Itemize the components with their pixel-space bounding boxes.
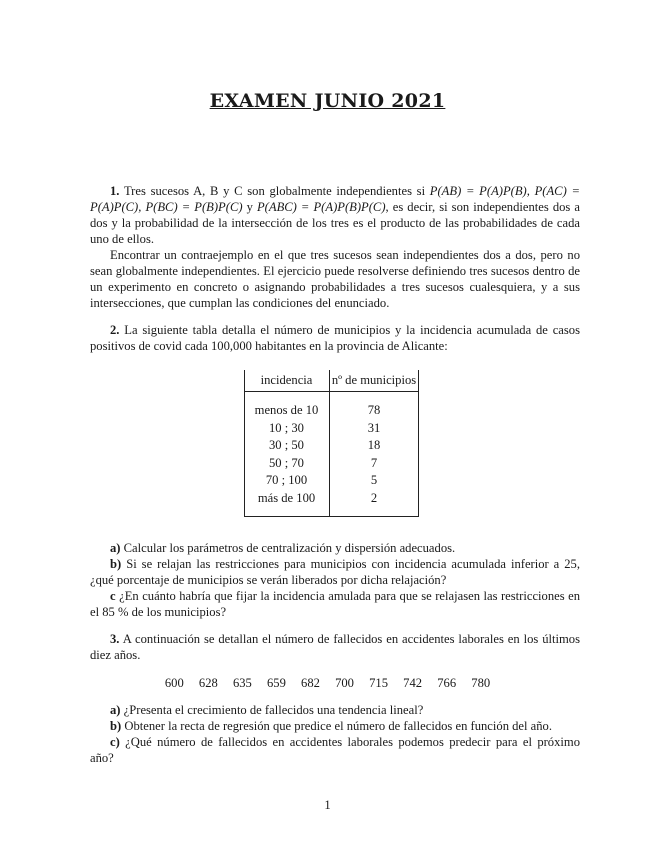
q2-item-c: [90, 588, 580, 620]
series-value: 682: [301, 676, 320, 690]
table-row: [244, 491, 419, 509]
q1-formula-2: P(ABC) = P(A)P(B)P(C): [256, 200, 386, 214]
table-cell-municipios: 18: [367, 438, 381, 452]
table-cell-incidencia: más de 100: [257, 490, 316, 505]
q2-item-a: [90, 540, 580, 556]
q3-item-a-letter: a): [110, 703, 121, 717]
q3-item-b-letter: b): [110, 719, 122, 733]
table-header-municipios: nº de municipios: [331, 373, 417, 387]
series-value: 700: [335, 676, 354, 690]
table-cell-incidencia: 30 ; 50: [269, 438, 304, 452]
table-cell-municipios: 78: [367, 403, 381, 417]
q2-item-c-letter: c: [110, 589, 116, 603]
series-value: 780: [471, 676, 491, 690]
series-value: 715: [369, 676, 389, 690]
q3-item-b-text: Obtener la recta de regresión que predice el número de fallecidos en función del año.: [124, 719, 553, 733]
q3-intro-text: A continuación se detallan el número de fallecidos en accidentes laborales en los últimos diez años.: [90, 632, 580, 662]
q2-item-a-text: Calcular los parámetros de centralización y dispersión adecuados.: [123, 541, 456, 555]
incidence-table: [244, 370, 419, 517]
q2-item-b-letter: b): [110, 557, 122, 571]
q1-text-b: y: [242, 200, 257, 214]
table-row: [244, 421, 419, 439]
series-value: 659: [266, 676, 286, 690]
table-cell-incidencia: 50 ; 70: [269, 455, 304, 470]
q2-item-b-text: Si se relajan las restricciones para municipios con incidencia acumulada inferior a 25, ¿qué porcentaje de municipios se verán liberados por dicha relajación?: [90, 557, 580, 587]
table-cell-municipios: 5: [370, 473, 378, 487]
question-1: [90, 183, 580, 311]
question-3-intro: [90, 631, 580, 663]
q1-text-a: Tres sucesos A, B y C son globalmente independientes si: [123, 184, 430, 198]
question-2-items: [90, 540, 580, 620]
table-header-incidencia: incidencia: [260, 373, 313, 387]
q3-item-c-text: ¿Qué número de fallecidos en accidentes laborales podemos predecir para el próximo año?: [90, 735, 580, 765]
table-row: [244, 456, 419, 474]
q2-paragraph: [90, 322, 580, 354]
series-value: 766: [437, 676, 457, 690]
table-cell-municipios: 2: [370, 490, 378, 505]
table-cell-municipios: 7: [370, 455, 378, 470]
question-3-items: [90, 702, 580, 766]
series-value: 600: [164, 676, 184, 690]
q2-item-a-letter: a): [110, 541, 121, 555]
table-row: [244, 438, 419, 456]
q3-item-c: [90, 734, 580, 766]
question-2-intro: [90, 322, 580, 354]
table-cell-incidencia: 10 ; 30: [269, 420, 304, 435]
table-bottom-rule: [244, 516, 419, 517]
series-value: 742: [403, 676, 423, 690]
q2-number: 2.: [110, 323, 120, 337]
q1-formula-1: P(AB) = P(A)P(B), P(AC) = P(A)P(C), P(BC) = P(B)P(C): [90, 184, 580, 214]
q1-paragraph-1: [90, 183, 580, 247]
q3-item-b: [90, 718, 580, 734]
q3-item-c-letter: c): [110, 735, 120, 749]
q2-intro-text: La siguiente tabla detalla el número de municipios y la incidencia acumulada de casos positivos de covid cada 100,000 habitantes en la provincia de Alicante:: [90, 323, 580, 353]
q3-item-a-text: ¿Presenta el crecimiento de fallecidos una tendencia lineal?: [123, 703, 424, 717]
q3-item-a: [90, 702, 580, 718]
series-value: 628: [198, 676, 218, 690]
table-cell-incidencia: menos de 10: [254, 403, 319, 417]
page-number: 1: [324, 798, 331, 812]
page-title: EXAMEN JUNIO 2021: [209, 90, 446, 112]
table-row: [244, 473, 419, 491]
table-header-rule: [244, 391, 419, 392]
table-body: [244, 403, 419, 508]
q2-item-b: [90, 556, 580, 588]
q1-number: 1.: [110, 184, 120, 198]
q3-number: 3.: [110, 632, 120, 646]
q1-text-c: , es decir, si son independientes dos a dos y la probabilidad de la intersección de los tres es el producto de las probabilidades de cada uno de ellos.: [90, 200, 580, 246]
q2-item-c-text: ¿En cuánto habría que fijar la incidencia amulada para que se relajasen las restricciones en el 85 % de los municipios?: [90, 589, 581, 619]
q3-paragraph: [90, 631, 580, 663]
table-row: [244, 403, 419, 421]
fatalities-series: [0, 676, 655, 691]
q1-paragraph-2: Encontrar un contraejemplo en el que tres sucesos sean independientes dos a dos, pero no sean globalmente independientes. El ejercicio puede resolverse definiendo tres sucesos dentro de un experimento en concreto o asignando probabilidades a tres sucesos cualesquiera, y a sus intersecciones, que cumplan las condiciones del enunciado.: [90, 248, 580, 310]
table-cell-incidencia: 70 ; 100: [265, 473, 308, 487]
table-cell-municipios: 31: [367, 420, 381, 435]
series-value: 635: [232, 676, 252, 690]
